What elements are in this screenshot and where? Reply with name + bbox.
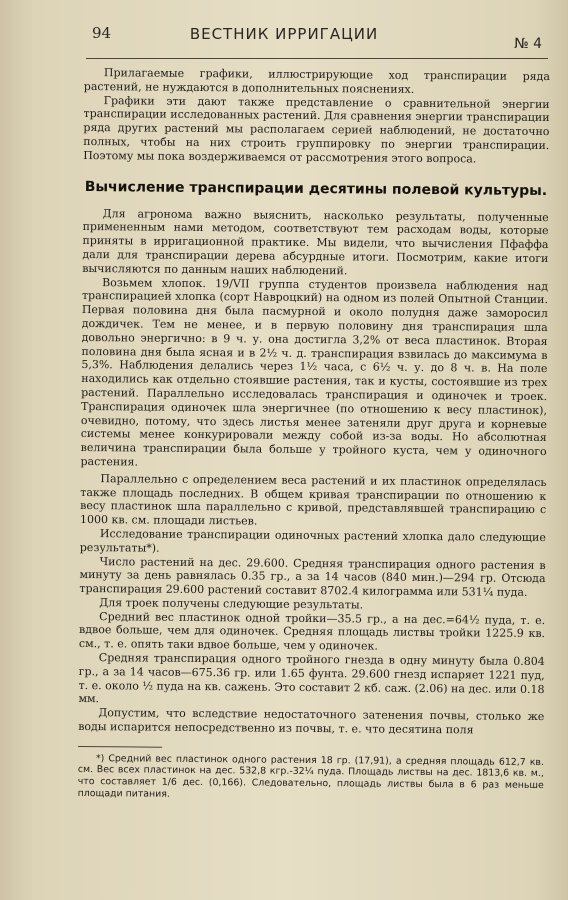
paragraph: Допустим, что вследствие недостаточного затенения почвы, столько же воды испарится непосредственно из почвы, т. е. что десятина поля <box>78 706 545 737</box>
journal-title: ВЕСТНИК ИРРИГАЦИИ <box>189 25 379 43</box>
paragraph: Число растений на дес. 29.600. Средняя транспирация одного растения в минуту за день равнялась 0.35 гр., а за 14 часов (840 мин.)—294 гр. Отсюда транспирация 29.600 растений составит 8702.4 килограмма или 531¼ пуда. <box>79 554 546 599</box>
paragraph: Графики эти дают также представление о сравнительной энергии транспирации исследованных растений. Для сравнения энергии транспирации ряда других растений мы располагаем серией наблюдений, не достаточно полных, чтобы на них строить группировку по энергии транспирации. Поэтому мы пока воздерживаемся от рассмотрения этого вопроса. <box>83 93 550 166</box>
paragraph: Возьмем хлопок. 19/VII группа студентов произвела наблюдения над транспирацией хлопка (сорт Навроцкий) на одном из полей Опытной Станции. Первая половина дня была пасмурной и около полудня даже заморосил дождичек. Тем не менее, и в первую половину дня транспирация шла довольно энергично: в 9 ч. у. она достигла 3,2% от веса пластинок. Вторая половина дня была ясная и в 2½ ч. д. транспирация взвилась до максимума в 5,3%. Наблюдения делались через 1½ часа, с 6½ ч. у. до 8 ч. в. На поле находились как отдельно стоявшие растения, так и кусты, состоявшие из трех растений. Параллельно исследовалась транспирация и одиночек и троек. Транспирация одиночек шла энергичнее (по отношению к весу пластинок), очевидно, потому, что здесь листья менее затеняли друг друга и корневые системы менее конкурировали между собой из-за воды. Но абсолютная величина транспирации была больше у тройного куста, чем у одиночного растения. <box>80 275 549 469</box>
page-header <box>0 22 568 52</box>
section-heading: Вычисление транспирации десятины полевой культуры. <box>84 178 548 199</box>
footnote-text: *) Средний вес пластинок одного растения 18 гр. (17,91), а средняя площадь 612,7 кв. см. Вес всех пластинок на дес. 532,8 кгр.-32¼ пуда. Площадь листвы на дес. 1813,6 кв. м., что составляет 1/6 дес. (0,166). Следовательно, площадь листвы была в 6 раз меньше площади питания. <box>77 752 544 800</box>
paragraph: Параллельно с определением веса растений и их пластинок определялась также площадь последних. В общем кривая транспирации по отношению к весу пластинок шла параллельно с кривой, представлявшей транспирацию с 1000 кв. см. площади листьев. <box>79 471 547 528</box>
paragraph: Исследование транспирации одиночных растений хлопка дало следующие результаты*). <box>79 527 546 555</box>
paragraph: Для троек получены следующие результаты. <box>99 596 364 612</box>
paragraph: Прилагаемые графики, иллюстрирующие ход транспирации ряда растений, не нуждаются в дополнительных пояснениях. <box>83 66 550 96</box>
header-rule <box>86 58 548 59</box>
page-number: 94 <box>92 24 112 42</box>
footnote-rule <box>78 746 162 748</box>
paragraph: Для агронома важно выяснить, насколько результаты, полученные примененным нами методом, соответствуют тем расходам воды, которые приняты в ирригационной практике. Мы видели, что вычисления Пфаффа дали для транспирации дерева абсурдные итоги. Посмотрим, какие итоги вычисляются по данным наших наблюдений. <box>82 206 549 278</box>
paragraph: Средний вес пластинок одной тройки—35.5 гр., а на дес.=64½ пуда, т. е. вдвое больше, чем для одиночек. Средняя площадь листвы тройки 1225.9 кв. см., т. е. опять таки вдвое больше, чем у одиночек. <box>78 609 546 653</box>
issue-number: № 4 <box>514 36 542 52</box>
article-body <box>78 66 550 803</box>
footnote <box>78 753 544 803</box>
paragraph: Средняя транспирация одного тройного гнезда в одну минуту была 0.804 гр., а за 14 часов—675.36 гр. или 1.65 фунта. 29.600 гнезд испаряет 1221 пуд, т. е. около ½ пуда на кв. сажень. Это составит 2 кб. саж. (2.06) на дес. или 0.18 мм. <box>78 651 545 706</box>
